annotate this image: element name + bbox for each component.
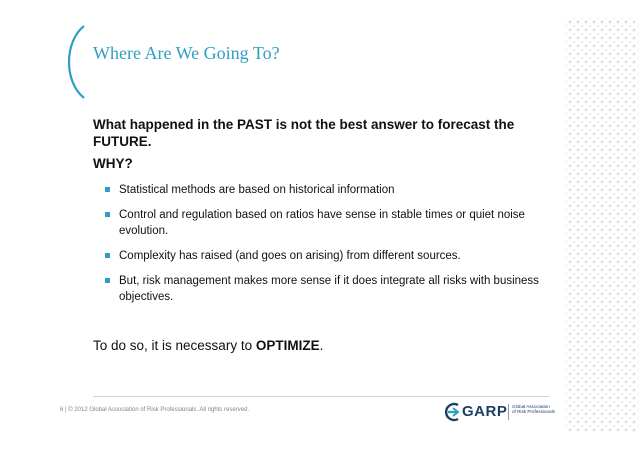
conclusion: [93, 338, 323, 353]
bullet-item: [93, 273, 553, 305]
bullet-marker-icon: [105, 212, 110, 217]
bullet-marker-icon: [105, 278, 110, 283]
conclusion-emphasis: OPTIMIZE: [255, 338, 320, 353]
bullet-text: Complexity has raised (and goes on arising) from different sources.: [119, 250, 461, 262]
logo-tagline-line: of Risk Professionals: [512, 409, 555, 415]
bullet-text: Control and regulation based on ratios have sense in stable times or quiet noise evolution.: [119, 209, 525, 237]
lead-statement: What happened in the PAST is not the best answer to forecast the FUTURE.: [93, 117, 515, 149]
bullet-text: Statistical methods are based on historical information: [119, 184, 395, 196]
bullet-marker-icon: [105, 187, 110, 192]
footer-copyright: 6 | © 2012 Global Association of Risk Professionals. All rights reserved.: [60, 407, 250, 413]
bullet-item: [93, 248, 553, 264]
footer-divider: [93, 396, 549, 397]
bullet-marker-icon: [105, 253, 110, 258]
garp-arrow-icon: [442, 402, 460, 422]
bullet-list: [93, 182, 553, 305]
logo-tagline: [512, 404, 555, 414]
bullet-item: [93, 182, 553, 198]
slide-body: [93, 116, 553, 314]
logo-wordmark: GARP: [462, 403, 508, 420]
bullet-text: But, risk management makes more sense if it does integrate all risks with business objectives.: [119, 275, 539, 303]
garp-logo: [442, 402, 562, 422]
conclusion-end: .: [319, 338, 324, 353]
bracket-icon: [60, 24, 90, 100]
logo-tagline-line: Global Association: [512, 404, 550, 409]
decorative-pattern: [566, 18, 638, 433]
why-heading: WHY?: [93, 156, 133, 171]
slide-title: Where Are We Going To?: [93, 43, 280, 63]
bullet-item: [93, 207, 553, 239]
conclusion-text: To do so, it is necessary to: [93, 338, 256, 353]
logo-divider: [508, 404, 509, 420]
